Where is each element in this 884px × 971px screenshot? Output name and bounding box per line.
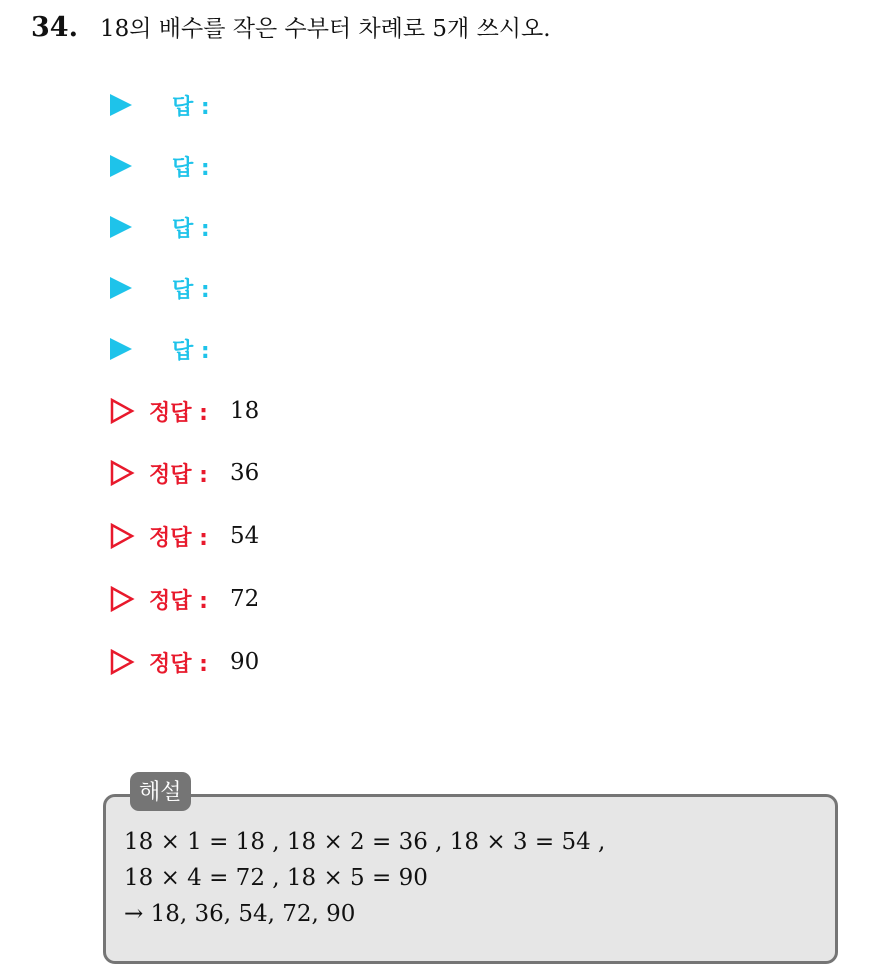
question-text: 18의 배수를 작은 수부터 차례로 5개 쓰시오. [99, 16, 551, 42]
correct-value: 54 [229, 523, 260, 549]
correct-value: 90 [229, 649, 260, 675]
answer-label: 답 : [172, 155, 210, 181]
answer-label: 답 : [172, 338, 210, 364]
play-triangle-icon [110, 277, 132, 299]
answer-label: 답 : [172, 277, 210, 303]
play-triangle-icon [110, 155, 132, 177]
correct-value: 18 [229, 398, 260, 424]
correct-label: 정답 : [149, 651, 208, 677]
correct-label: 정답 : [149, 525, 208, 551]
outline-triangle-icon [110, 586, 135, 612]
question-header [31, 10, 551, 43]
answer-label: 답 : [172, 216, 210, 242]
correct-answer-row [110, 393, 259, 429]
correct-label: 정답 : [149, 462, 208, 488]
explanation-line: 18 × 4 = 72 , 18 × 5 = 90 [124, 865, 428, 891]
play-triangle-icon [110, 338, 132, 360]
correct-answer-row [110, 455, 259, 491]
answer-blank-row[interactable] [110, 88, 210, 122]
explanation-line: → 18, 36, 54, 72, 90 [124, 901, 356, 927]
explanation-line: 18 × 1 = 18 , 18 × 2 = 36 , 18 × 3 = 54 , [124, 829, 606, 855]
outline-triangle-icon [110, 460, 135, 486]
correct-label: 정답 : [149, 400, 208, 426]
explanation-content [124, 824, 605, 932]
answer-blank-row[interactable] [110, 332, 210, 366]
answer-label: 답 : [172, 94, 210, 120]
correct-answer-row [110, 644, 259, 680]
outline-triangle-icon [110, 523, 135, 549]
correct-value: 36 [229, 460, 260, 486]
outline-triangle-icon [110, 398, 135, 424]
question-number: 34. [31, 12, 78, 43]
correct-label: 정답 : [149, 588, 208, 614]
answer-blank-row[interactable] [110, 210, 210, 244]
answer-blank-row[interactable] [110, 271, 210, 305]
answer-blank-row[interactable] [110, 149, 210, 183]
explanation-tag: 해설 [130, 772, 191, 811]
correct-answer-row [110, 581, 259, 617]
play-triangle-icon [110, 216, 132, 238]
play-triangle-icon [110, 94, 132, 116]
outline-triangle-icon [110, 649, 135, 675]
correct-answer-row [110, 518, 259, 554]
correct-value: 72 [229, 586, 260, 612]
